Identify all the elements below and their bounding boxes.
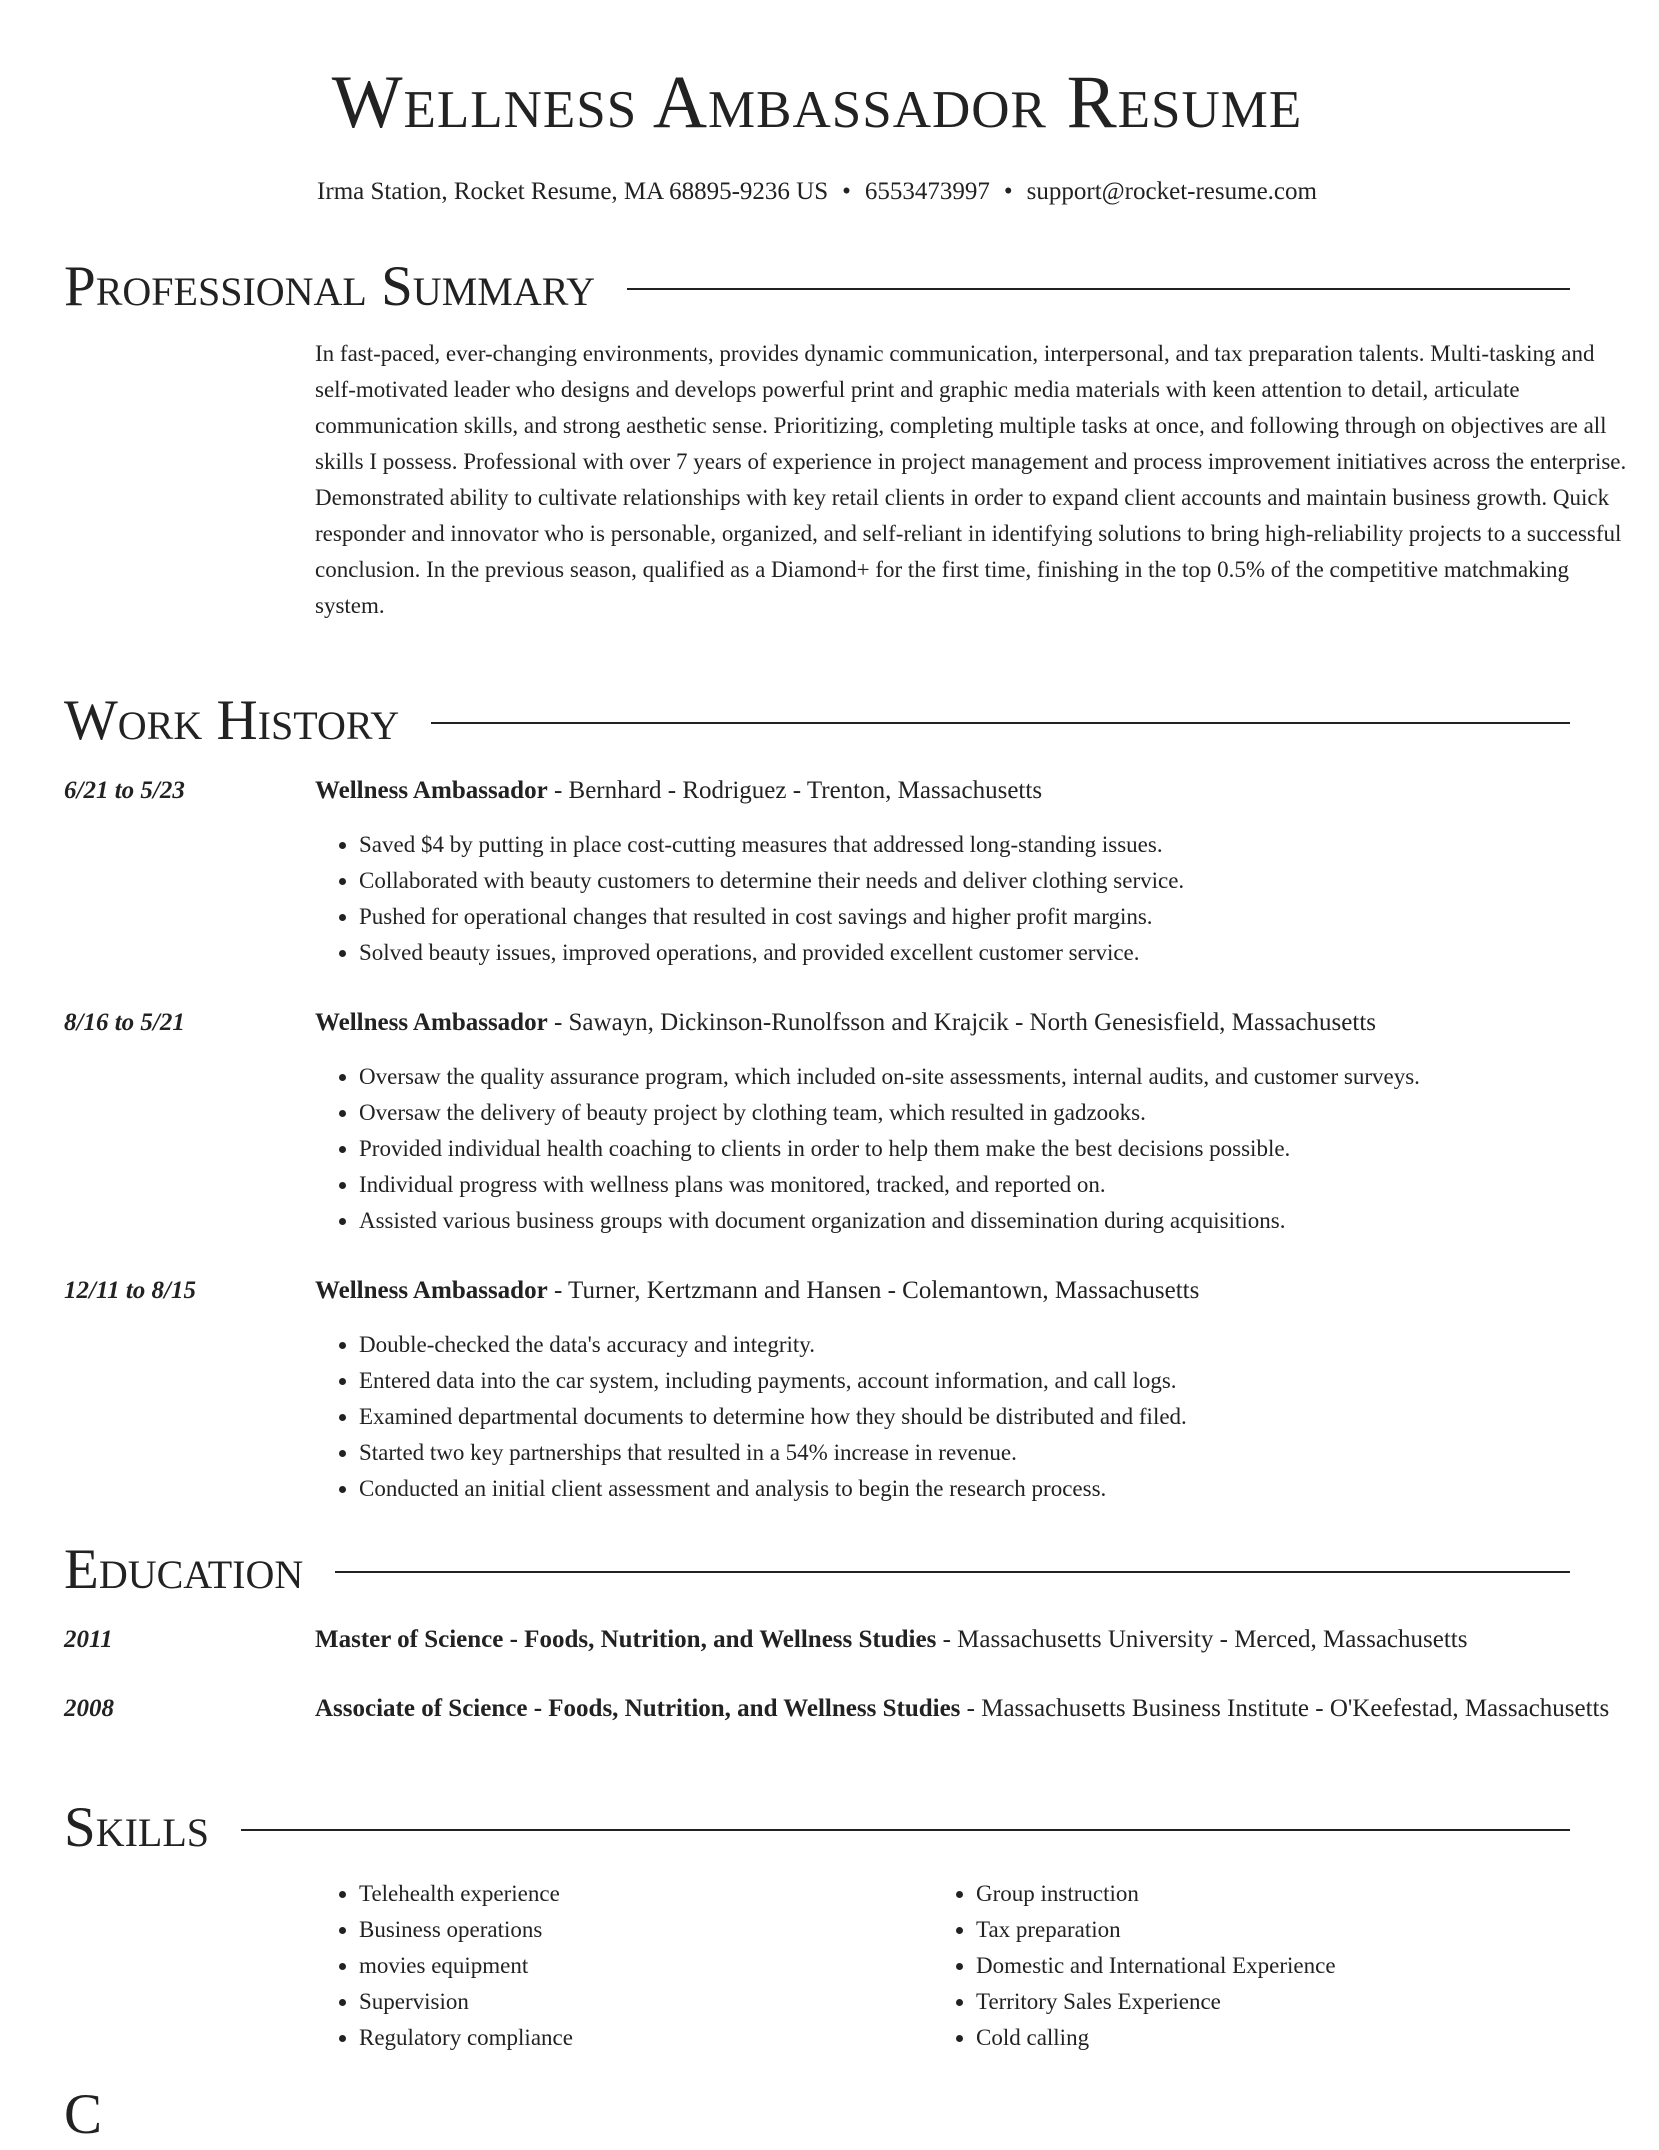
job-dates: 6/21 to 5/23 xyxy=(64,777,185,804)
job-bullet: • Assisted various business groups with document organization and dissemination during acquisitions. xyxy=(359,1203,1659,1239)
summary-text: In fast-paced, ever-changing environments, provides dynamic communication, interpersonal, and tax preparation talents. Multi-tasking and self-motivated leader who designs and develops powerful print and graphic media materials with keen attention to detail, articulate communication skills, and strong aesthetic sense. Prioritizing, completing multiple tasks at once, and following through on objectives are all skills I possess. Professional with over 7 years of experience in project management and process improvement initiatives across the enterprise. Demonstrated ability to cultivate relationships with key retail clients in order to expand client accounts and maintain business growth. Quick responder and innovator who is personable, organized, and self-reliant in identifying solutions to bring high-reliability projects to a successful conclusion. In the previous season, qualified as a Diamond+ for the first time, finishing in the top 0.5% of the competitive matchmaking system. xyxy=(315,341,1627,618)
section-title-skills: Skills xyxy=(64,1796,210,1859)
skill-item: • Regulatory compliance xyxy=(359,2020,959,2056)
job-heading xyxy=(315,771,1635,811)
job-title: Wellness Ambassador xyxy=(315,777,548,804)
job-heading xyxy=(315,1003,1635,1043)
job-dates: 8/16 to 5/21 xyxy=(64,1009,185,1036)
education-school: - Massachusetts Business Institute - O'Keefestad, Massachusetts xyxy=(960,1695,1610,1722)
job-bullets xyxy=(315,1059,1659,1239)
job-bullet: • Oversaw the quality assurance program, which included on-site assessments, internal audits, and customer surveys. xyxy=(359,1059,1659,1095)
contact-separator: • xyxy=(1003,178,1013,205)
next-section-title-partial: C xyxy=(64,2083,103,2146)
skill-item: • movies equipment xyxy=(359,1948,959,1984)
contact-line xyxy=(64,172,1570,212)
job-bullet: • Started two key partnerships that resulted in a 54% increase in revenue. xyxy=(359,1435,1659,1471)
section-title-summary: Professional Summary xyxy=(64,255,596,318)
skills-list-right xyxy=(932,1876,1576,2056)
contact-address: Irma Station, Rocket Resume, MA 68895-9236 US xyxy=(317,178,829,205)
education-year: 2008 xyxy=(64,1695,114,1722)
job-bullet: • Saved $4 by putting in place cost-cutting measures that addressed long-standing issues. xyxy=(359,827,1659,863)
job-bullet: • Pushed for operational changes that resulted in cost savings and higher profit margins. xyxy=(359,899,1659,935)
resume-title: Wellness Ambassador Resume xyxy=(331,61,1303,144)
job-bullet: • Provided individual health coaching to clients in order to help them make the best decisions possible. xyxy=(359,1131,1659,1167)
education-degree: Associate of Science - Foods, Nutrition, and Wellness Studies xyxy=(315,1695,961,1722)
skill-item: • Cold calling xyxy=(976,2020,1576,2056)
job-bullet: • Solved beauty issues, improved operations, and provided excellent customer service. xyxy=(359,935,1659,971)
contact-phone: 6553473997 xyxy=(864,178,990,205)
job-title: Wellness Ambassador xyxy=(315,1277,548,1304)
skill-item: • Business operations xyxy=(359,1912,959,1948)
skills-list-left xyxy=(315,1876,959,2056)
job-bullet: • Oversaw the delivery of beauty project by clothing team, which resulted in gadzooks. xyxy=(359,1095,1659,1131)
skill-item: • Domestic and International Experience xyxy=(976,1948,1576,1984)
education-degree: Master of Science - Foods, Nutrition, and Wellness Studies xyxy=(315,1626,937,1653)
skill-item: • Group instruction xyxy=(976,1876,1576,1912)
skills-section-header xyxy=(64,1793,1570,1863)
skill-item: • Supervision xyxy=(359,1984,959,2020)
skill-item: • Territory Sales Experience xyxy=(976,1984,1576,2020)
job-bullet: • Examined departmental documents to determine how they should be distributed and filed. xyxy=(359,1399,1659,1435)
job-bullet: • Entered data into the car system, including payments, account information, and call logs. xyxy=(359,1363,1659,1399)
education-entry xyxy=(315,1620,1635,1660)
section-divider xyxy=(335,1571,1570,1573)
job-details: - Turner, Kertzmann and Hansen - Colemantown, Massachusetts xyxy=(547,1277,1200,1304)
job-dates: 12/11 to 8/15 xyxy=(64,1277,196,1304)
section-divider xyxy=(627,288,1570,290)
skill-item: • Tax preparation xyxy=(976,1912,1576,1948)
job-title: Wellness Ambassador xyxy=(315,1009,548,1036)
job-details: - Bernhard - Rodriguez - Trenton, Massachusetts xyxy=(547,777,1043,804)
job-bullet: • Collaborated with beauty customers to determine their needs and deliver clothing service. xyxy=(359,863,1659,899)
job-bullet: • Double-checked the data's accuracy and integrity. xyxy=(359,1327,1659,1363)
summary-section-header xyxy=(64,252,1570,322)
section-title-work: Work History xyxy=(64,689,400,752)
education-section-header xyxy=(64,1535,1570,1605)
education-entry xyxy=(315,1689,1635,1729)
education-school: - Massachusetts University - Merced, Massachusetts xyxy=(936,1626,1468,1653)
job-bullets xyxy=(315,827,1659,971)
contact-separator: • xyxy=(842,178,851,205)
education-year: 2011 xyxy=(64,1626,113,1653)
job-heading xyxy=(315,1271,1635,1311)
contact-email[interactable]: support@rocket-resume.com xyxy=(1026,178,1317,205)
section-divider xyxy=(241,1829,1570,1831)
section-divider xyxy=(431,722,1570,724)
job-bullet: • Individual progress with wellness plans was monitored, tracked, and reported on. xyxy=(359,1167,1659,1203)
work-section-header xyxy=(64,686,1570,756)
job-bullets xyxy=(315,1327,1659,1507)
section-title-education: Education xyxy=(64,1538,304,1601)
skill-item: • Telehealth experience xyxy=(359,1876,959,1912)
job-bullet: • Conducted an initial client assessment and analysis to begin the research process. xyxy=(359,1471,1659,1507)
job-details: - Sawayn, Dickinson-Runolfsson and Krajcik - North Genesisfield, Massachusetts xyxy=(547,1009,1377,1036)
